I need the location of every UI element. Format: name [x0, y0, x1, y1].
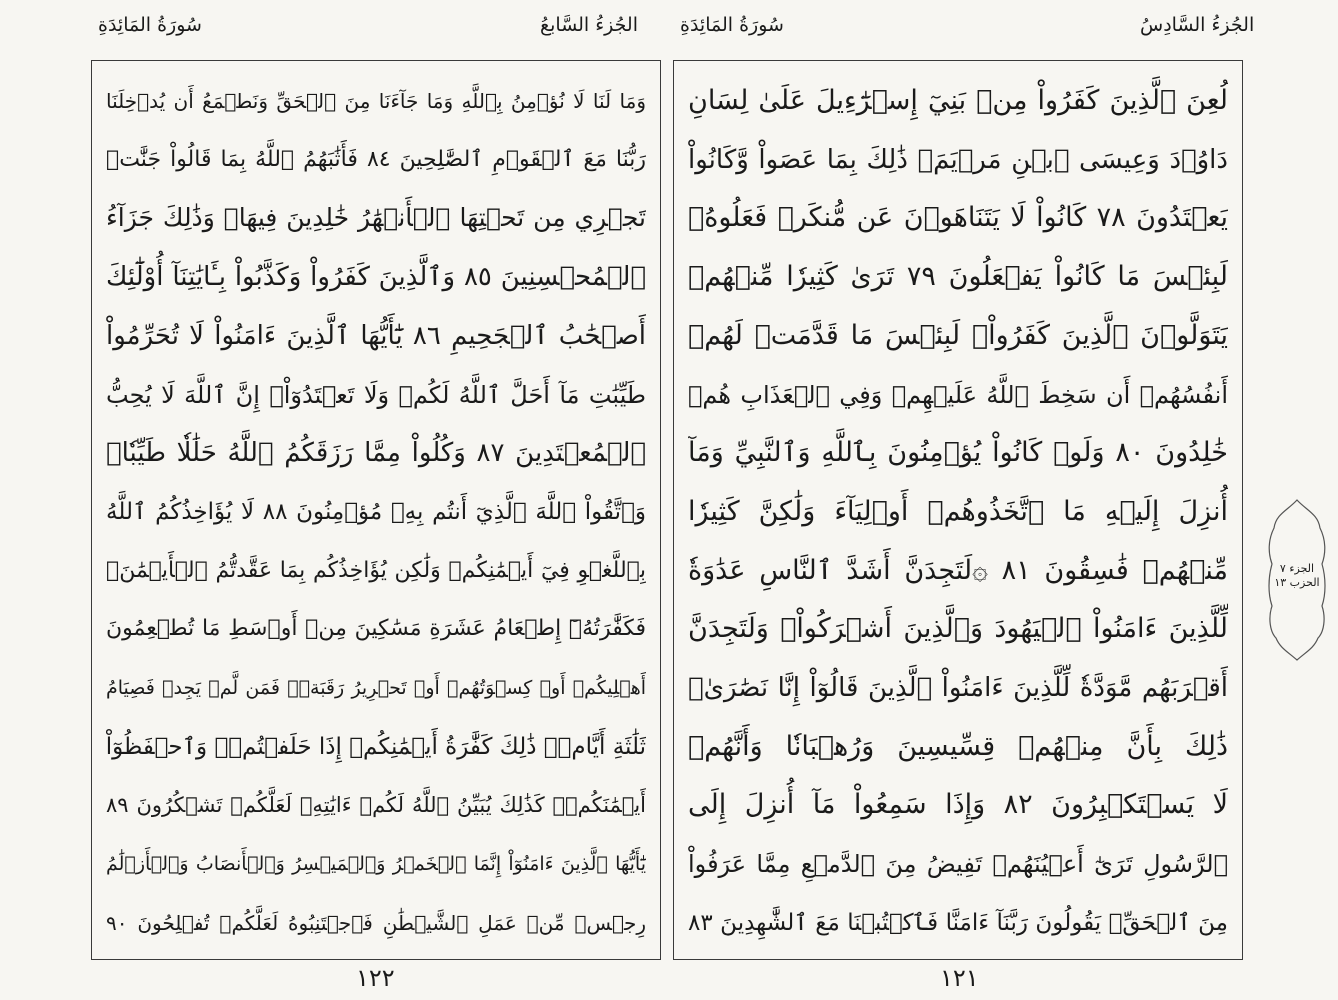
text-line: يَٰٓأَيُّهَا ٱلَّذِينَ ءَامَنُوٓاْ إِنَّمَا ٱلۡخَمۡرُ وَٱلۡمَيۡسِرُ وَٱلۡأَنصَابُ وَٱلۡأَزۡلَٰمُ [106, 853, 646, 876]
text-line: دَاوُۥدَ وَعِيسَى ٱبۡنِ مَرۡيَمَۚ ذَٰلِكَ بِمَا عَصَواْ وَّكَانُواْ [688, 144, 1228, 175]
left-header-surah: سُورَةُ المَائِدَةِ [98, 14, 202, 36]
right-page-number: ١٢١ [940, 964, 979, 992]
left-header-juz: الجُزءُ السَّابعُ [540, 14, 638, 36]
text-line: أَنفُسُهُمۡ أَن سَخِطَ ٱللَّهُ عَلَيۡهِمۡ وَفِي ٱلۡعَذَابِ هُمۡ [688, 380, 1228, 409]
left-page-number: ١٢٢ [356, 964, 395, 992]
right-header-juz: الجُزءُ السَّادِسُ [1140, 14, 1255, 36]
left-page-text [106, 73, 646, 951]
text-line: تَجۡرِي مِن تَحۡتِهَا ٱلۡأَنۡهَٰرُ خَٰلِدِينَ فِيهَاۚ وَذَٰلِكَ جَزَآءُ [106, 203, 646, 233]
text-line: أَهۡلِيكُمۡ أَوۡ كِسۡوَتُهُمۡ أَوۡ تَحۡرِيرُ رَقَبَةٖۖ فَمَن لَّمۡ يَجِدۡ فَصِيَامُ [106, 677, 646, 700]
text-line: ذَٰلِكَ بِأَنَّ مِنۡهُمۡ قِسِّيسِينَ وَرُهۡبَانٗا وَأَنَّهُمۡ [688, 730, 1228, 762]
right-header-surah: سُورَةُ المَائِدَةِ [680, 14, 784, 36]
juz-hizb-marker [1266, 498, 1328, 662]
text-line: لِّلَّذِينَ ءَامَنُواْ ٱلۡيَهُودَ وَٱلَّذِينَ أَشۡرَكُواْۖ وَلَتَجِدَنَّ [688, 613, 1228, 645]
text-line: أَيۡمَٰنَكُمۡۚ كَذَٰلِكَ يُبَيِّنُ ٱللَّهُ لَكُمۡ ءَايَٰتِهِۦ لَعَلَّكُمۡ تَشۡكُرُونَ ٨٩ [106, 793, 646, 818]
text-line: رِجۡسٞ مِّنۡ عَمَلِ ٱلشَّيۡطَٰنِ فَٱجۡتَنِبُوهُ لَعَلَّكُمۡ تُفۡلِحُونَ ٩٠ [106, 910, 646, 935]
text-line: أَقۡرَبَهُم مَّوَدَّةٗ لِّلَّذِينَ ءَامَنُواْ ٱلَّذِينَ قَالُوٓاْ إِنَّا نَصَٰرَىٰۚ [688, 673, 1228, 704]
juz-label: الجزء ٧ [1279, 562, 1315, 575]
text-line: أَصۡحَٰبُ ٱلۡجَحِيمِ ٨٦ يَٰٓأَيُّهَا ٱلَّذِينَ ءَامَنُواْ لَا تُحَرِّمُواْ [106, 320, 646, 351]
text-line: وَٱتَّقُواْ ٱللَّهَ ٱلَّذِيٓ أَنتُم بِهِۦ مُؤۡمِنُونَ ٨٨ لَا يُؤَاخِذُكُمُ ٱللَّهُ [106, 498, 646, 525]
text-line: وَمَا لَنَا لَا نُؤۡمِنُ بِٱللَّهِ وَمَا جَآءَنَا مِنَ ٱلۡحَقِّ وَنَطۡمَعُ أَن يُدۡخِلَنَا [106, 89, 646, 113]
right-page-frame [673, 60, 1243, 960]
text-line: ثَلَٰثَةِ أَيَّامٖۚ ذَٰلِكَ كَفَّٰرَةُ أَيۡمَٰنِكُمۡ إِذَا حَلَفۡتُمۡۚ وَٱحۡفَظُوٓاْ [106, 733, 646, 760]
text-line: ٱلۡمُعۡتَدِينَ ٨٧ وَكُلُواْ مِمَّا رَزَقَكُمُ ٱللَّهُ حَلَٰلٗا طَيِّبٗاۚ [106, 438, 646, 469]
text-line: مِّنۡهُمۡ فَٰسِقُونَ ٨١ ۞لَتَجِدَنَّ أَشَدَّ ٱلنَّاسِ عَدَٰوَةٗ [688, 554, 1228, 586]
text-line: طَيِّبَٰتِ مَآ أَحَلَّ ٱللَّهُ لَكُمۡ وَلَا تَعۡتَدُوٓاْۚ إِنَّ ٱللَّهَ لَا يُحِبُّ [106, 380, 646, 409]
text-line: مِنَ ٱلۡحَقِّۖ يَقُولُونَ رَبَّنَآ ءَامَنَّا فَٱكۡتُبۡنَا مَعَ ٱلشَّٰهِدِينَ ٨٣ [688, 909, 1228, 936]
text-line: بِٱللَّغۡوِ فِيٓ أَيۡمَٰنِكُمۡ وَلَٰكِن يُؤَاخِذُكُم بِمَا عَقَّدتُّمُ ٱلۡأَيۡمَٰنَۖ [106, 557, 646, 583]
text-line: خَٰلِدُونَ ٨٠ وَلَوۡ كَانُواْ يُؤۡمِنُونَ بِٱللَّهِ وَٱلنَّبِيِّ وَمَآ [688, 437, 1228, 469]
hizb-label: الحزب ١٣ [1274, 576, 1320, 589]
left-page-frame [91, 60, 661, 960]
text-line: يَتَوَلَّوۡنَ ٱلَّذِينَ كَفَرُواْۚ لَبِئۡسَ مَا قَدَّمَتۡ لَهُمۡ [688, 319, 1228, 351]
right-page-text [688, 73, 1228, 951]
text-line: يَعۡتَدُونَ ٧٨ كَانُواْ لَا يَتَنَاهَوۡنَ عَن مُّنكَرٖ فَعَلُوهُۚ [688, 202, 1228, 234]
text-line: لُعِنَ ٱلَّذِينَ كَفَرُواْ مِنۢ بَنِيٓ إِسۡرَٰٓءِيلَ عَلَىٰ لِسَانِ [688, 85, 1228, 116]
text-line: رَبُّنَا مَعَ ٱلۡقَوۡمِ ٱلصَّٰلِحِينَ ٨٤ فَأَثَٰبَهُمُ ٱللَّهُ بِمَا قَالُواْ جَنَّٰتٖ [106, 146, 646, 172]
text-line: أُنزِلَ إِلَيۡهِ مَا ٱتَّخَذُوهُمۡ أَوۡلِيَآءَ وَلَٰكِنَّ كَثِيرٗا [688, 495, 1228, 527]
text-line: ٱلۡمُحۡسِنِينَ ٨٥ وَٱلَّذِينَ كَفَرُواْ وَكَذَّبُواْ بِـَٔايَٰتِنَآ أُوْلَٰٓئِكَ [106, 262, 646, 293]
text-line: لَا يَسۡتَكۡبِرُونَ ٨٢ وَإِذَا سَمِعُواْ مَآ أُنزِلَ إِلَى [688, 789, 1228, 821]
text-line: لَبِئۡسَ مَا كَانُواْ يَفۡعَلُونَ ٧٩ تَرَىٰ كَثِيرٗا مِّنۡهُمۡ [688, 261, 1228, 293]
text-line: فَكَفَّٰرَتُهُۥٓ إِطۡعَامُ عَشَرَةِ مَسَٰكِينَ مِنۡ أَوۡسَطِ مَا تُطۡعِمُونَ [106, 616, 646, 642]
text-line: ٱلرَّسُولِ تَرَىٰٓ أَعۡيُنَهُمۡ تَفِيضُ مِنَ ٱلدَّمۡعِ مِمَّا عَرَفُواْ [688, 850, 1228, 879]
